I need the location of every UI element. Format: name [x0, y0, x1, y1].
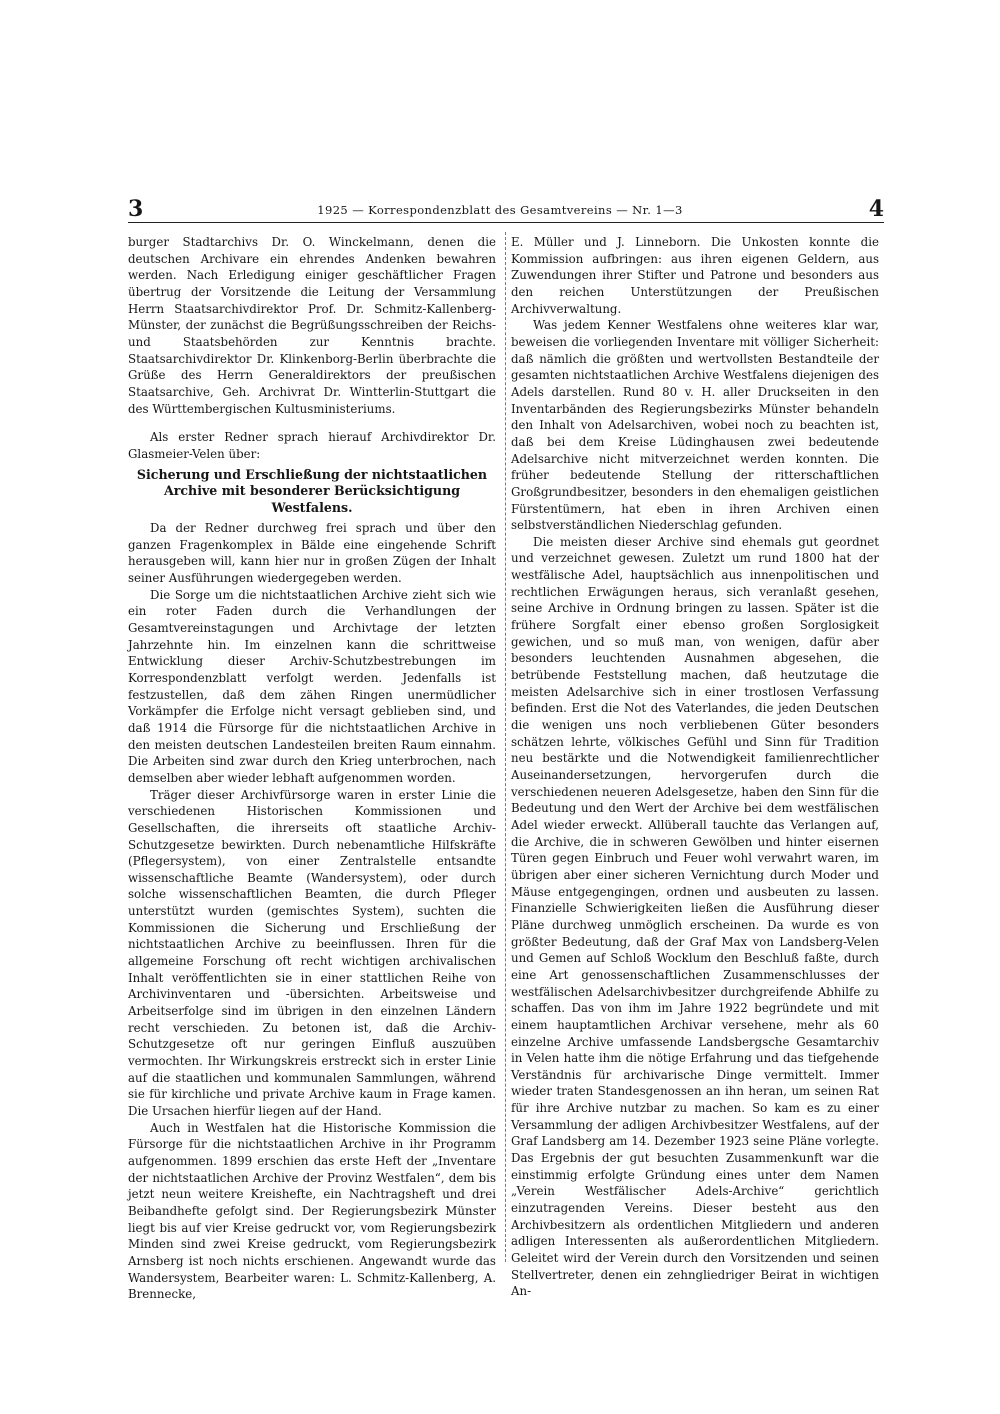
paragraph: Als erster Redner sprach hierauf Archivdirektor Dr. Glasmeier-Velen über:	[128, 430, 496, 461]
paragraph: Auch in Westfalen hat die Historische Kommission die Fürsorge für die nichtstaatlichen Archive in ihr Programm aufgenommen. 1899 erschien das erste Heft der „Inventare der nichtstaatlichen Archive der Provinz Westfalen“, dem bis jetzt neun weitere Kreishefte, ein Nachtragsheft und drei Beibandhefte gefolgt sind. Der Regierungsbezirk Münster liegt bis auf vier Kreise gedruckt vor, vom Regierungsbezirk Minden sind zwei Kreise gedruckt, vom Regierungsbezirk Arnsberg ist noch nichts erschienen. Angewandt wurde das Wandersystem, Bearbeiter waren: L. Schmitz-Kallenberg, A. Brennecke,	[128, 1120, 496, 1302]
paragraph: Die meisten dieser Archive sind ehemals gut geordnet und verzeichnet gewesen. Zuletzt um rund 1800 hat der westfälische Adel, hauptsächlich aus innenpolitischen und rechtlichen Erwägungen heraus, sich veranlaßt gesehen, seine Archive in Ordnung bringen zu lassen. Später ist die frühere Sorgfalt einer ebenso großen Sorglosigkeit gewichen, und so muß man, von wenigen, dafür aber besonders leuchtenden Ausnahmen abgesehen, die betrübende Feststellung machen, daß heutzutage die meisten Adelsarchive sich in einer trostlosen Verfassung befinden. Erst die Not des Vaterlandes, die jeden Deutschen die wenigen uns noch verbliebenen Güter besonders schätzen lehrte, völkisches Gefühl und Sinn für Tradition neu bestärkte und die Notwendigkeit familienrechtlicher Auseinandersetzungen, hervorgerufen durch die verschiedenen neueren Adelsgesetze, haben den Sinn für die Bedeutung und den Wert der Archive bei dem westfälischen Adel wieder erweckt. Allüberall tauchte das Verlangen auf, die Archive, die in schweren Gewölben und hinter eisernen Türen gegen Einbruch und Feuer wohl verwahrt waren, im übrigen aber einer sicheren Vernichtung durch Moder und Mäuse entgegengingen, ordnen und ausbeuten zu lassen. Finanzielle Schwierigkeiten ließen die Ausführung dieser Pläne durchweg unmöglich erscheinen. Da wurde es von größter Bedeutung, daß der Graf Max von Landsberg-Velen und Gemen auf Schloß Wocklum den Beschluß faßte, durch eine Art genossenschaftlichen Zusammenschlusses der westfälischen Adelsarchivbesitzer durchgreifende Abhilfe zu schaffen. Das von ihm im Jahre 1922 begründete und mit einem hauptamtlichen Archivar versehene, mehr als 60 einzelne Archive umfassende Landsbergsche Gesamtarchiv in Velen hatte ihm die nötige Erfahrung und das tiefgehende Verständnis für archivarische Dinge vermittelt. Immer wieder traten Standesgenossen an ihn heran, um seinen Rat für ihre Archive nutzbar zu machen. So kam es zu einer Versammlung der adligen Archivbesitzer Westfalens, auf der Graf Landsberg am 14. Dezember 1923 seine Pläne vorlegte. Das Ergebnis der gut besuchten Zusammenkunft war die einstimmig erfolgte Gründung eines unter dem Namen „Verein Westfälischer Adels-Archive“ gerichtlich einzutragenden Vereins. Dieser besteht aus den Archivbesitzern als ordentlichen Mitgliedern und anderen adligen Interessenten als außerordentlichen Mitgliedern. Geleitet wird der Verein durch den Vorsitzenden und seinen Stellvertreter, denen ein zehngliedriger Beirat in wichtigen An-	[511, 534, 879, 1299]
paragraph: Träger dieser Archivfürsorge waren in erster Linie die verschiedenen Historischen Kommissionen und Gesellschaften, die ihrerseits oft staatliche Archiv-Schutzgesetze bewirkten. Durch nebenamtliche Hilfskräfte (Pflegersystem), von einer Zentralstelle entsandte wissenschaftliche Beamte (Wandersystem), oder durch solche wissenschaftlichen Beamten, die durch Pfleger unterstützt wurden (gemischtes System), suchten die Kommissionen die Sicherung und Erschließung der nichtstaatlichen Archive zu beeinflussen. Ihren für die allgemeine Forschung oft recht wichtigen archivalischen Inhalt veröffentlichten sie in einer stattlichen Reihe von Archivinventaren und -übersichten. Arbeitsweise und Arbeitserfolge sind im übrigen in den einzelnen Ländern recht verschieden. Zu betonen ist, daß die Archiv-Schutzgesetze oft nur geringen Einfluß auszuüben vermochten. Ihr Wirkungskreis erstreckt sich in erster Linie auf die staatlichen und kommunalen Sammlungen, während sie für kirchliche und private Archive kaum in Frage kamen. Die Ursachen hierfür liegen auf der Hand.	[128, 787, 496, 1118]
section-heading: Sicherung und Erschließung der nichtstaatlichen Archive mit besonderer Berücksichtigung Westfalens.	[136, 466, 488, 515]
paragraph-spacer	[128, 417, 496, 429]
paragraph: Was jedem Kenner Westfalens ohne weiteres klar war, beweisen die vorliegenden Inventare mit völliger Sicherheit: daß nämlich die größten und wertvollsten Bestandteile der gesamten nichtstaatlichen Archive Westfalens diejenigen des Adels darstellen. Rund 80 v. H. aller Druckseiten in den Inventarbänden des Regierungsbezirks Münster behandeln den Inhalt von Adelsarchiven, wobei noch zu beachten ist, daß bei dem Kreise Lüdinghausen zwei bedeutende Adelsarchive nicht mitverzeichnet werden konnten. Die früher bedeutende Stellung der ritterschaftlichen Großgrundbesitzer, besonders in den ehemaligen geistlichen Fürstentümern, hat eben in ihren Archiven einen selbstverständlichen Niederschlag gefunden.	[511, 318, 879, 533]
paragraph: E. Müller und J. Linneborn. Die Unkosten konnte die Kommission aufbringen: aus ihren eigenen Geldern, aus Zuwendungen ihrer Stifter und Patrone und besonders aus den reichen Unterstützungen der Preußischen Archivverwaltung.	[511, 235, 879, 316]
paragraph: Da der Redner durchweg frei sprach und über den ganzen Fragenkomplex in Bälde eine eingehende Schrift herausgeben will, kann hier nur in großen Zügen der Inhalt seiner Ausführungen wiedergegeben werden.	[128, 521, 496, 585]
page-number-right: 4	[868, 196, 884, 222]
paragraph: Die Sorge um die nichtstaatlichen Archive zieht sich wie ein roter Faden durch die Verhandlungen der Gesamtvereinstagungen und Archivtage der letzten Jahrzehnte hin. Im einzelnen kann die schrittweise Entwicklung dieser Archiv-Schutzbestrebungen im Korrespondenzblatt verfolgt werden. Jedenfalls ist festzustellen, daß dem zähen Ringen unermüdlicher Vorkämpfer die Erfolge nicht versagt geblieben sind, und daß 1914 die Fürsorge für die nichtstaatlichen Archive in den meisten deutschen Landesteilen breiten Raum einnahm. Die Arbeiten sind zwar durch den Krieg unterbrochen, nach demselben aber wieder lebhaft aufgenommen worden.	[128, 587, 496, 785]
page-number-left: 3	[128, 196, 144, 222]
paragraph: burger Stadtarchivs Dr. O. Winckelmann, denen die deutschen Archivare ein ehrendes Andenken bewahren werden. Nach Erledigung einiger geschäftlicher Fragen übertrug der Vorsitzende die Leitung der Versammlung Herrn Staatsarchivdirektor Prof. Dr. Schmitz-Kallenberg-Münster, der zunächst die Begrüßungsschreiben der Reichs- und Staatsbehörden zur Kenntnis brachte. Staatsarchivdirektor Dr. Klinkenborg-Berlin überbrachte die Grüße des Herrn Generaldirektors der preußischen Staatsarchive, Geh. Archivrat Dr. Wintterlin-Stuttgart die des Württembergischen Kultusministeriums.	[128, 235, 496, 416]
header-rule	[128, 222, 884, 223]
left-column	[128, 234, 496, 1303]
running-header: 1925 — Korrespondenzblatt des Gesamtvereins — Nr. 1—3	[317, 203, 683, 217]
right-column	[511, 234, 879, 1300]
column-divider	[505, 232, 506, 1262]
